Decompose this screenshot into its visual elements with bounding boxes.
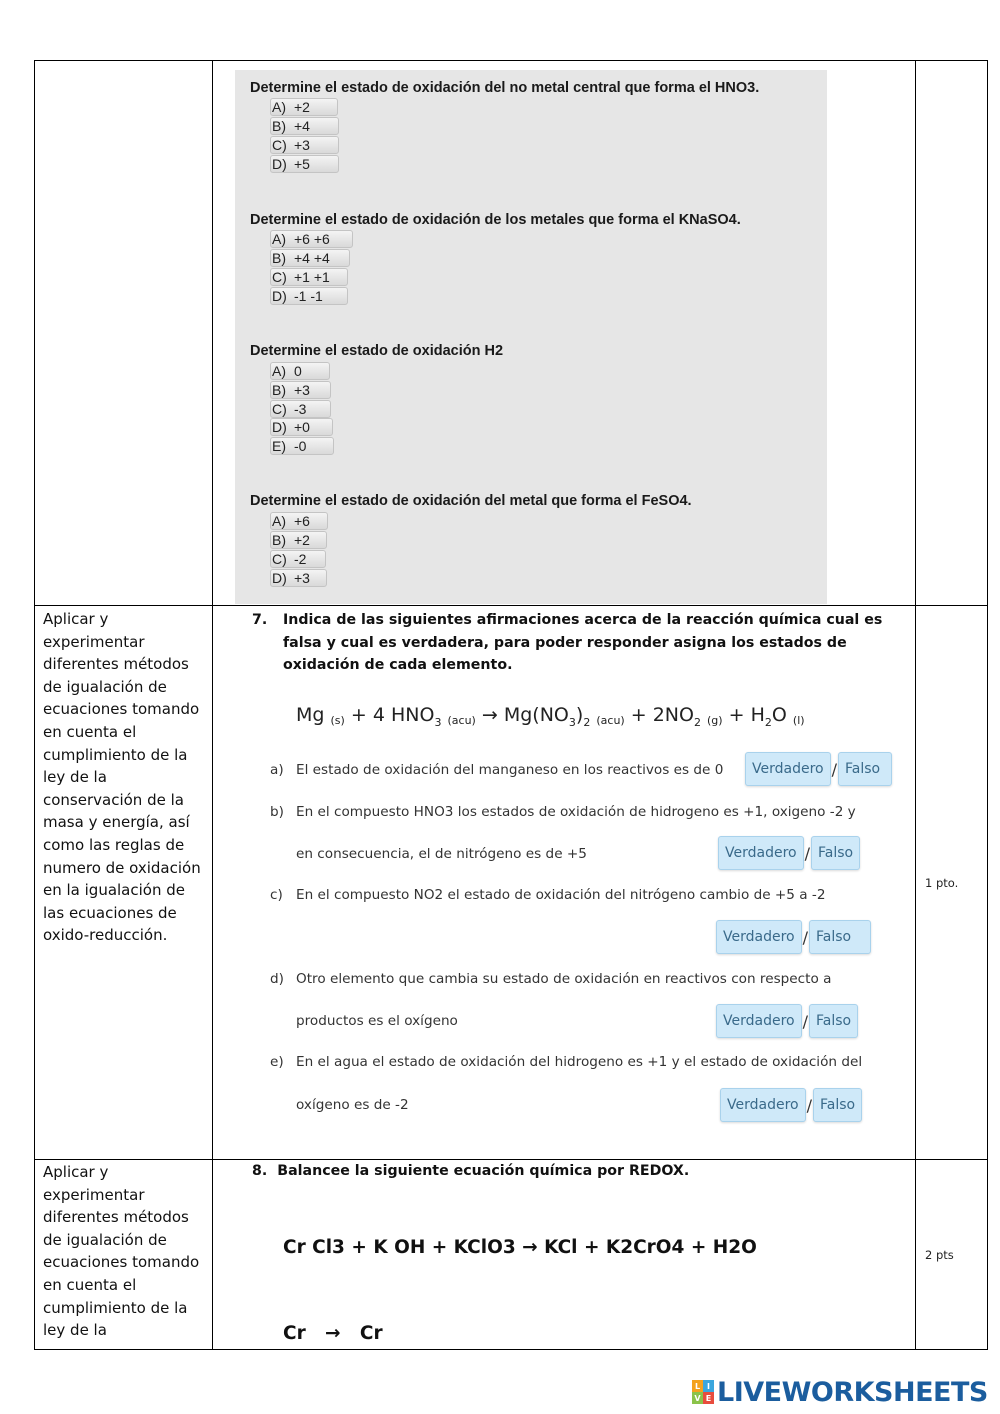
row2-objective-text: Aplicar y experimentar diferentes métodos de igualación de ecuaciones tomando en cuenta el cumplimiento de la ley de la conservación de la masa y energía, así como las reglas de numero de oxidación en la igualación de las ecuaciones de oxido-reducción. xyxy=(43,610,201,945)
mc-question-4-option-a[interactable]: A) +6 xyxy=(272,512,310,529)
statement-d-line2: productos es el oxígeno xyxy=(296,1013,458,1029)
mc-question-3-title: Determine el estado de oxidación H2 xyxy=(250,343,504,359)
mc-question-1-option-a[interactable]: A) +2 xyxy=(272,98,310,115)
mc-question-1-option-b[interactable]: B) +4 xyxy=(272,117,310,134)
mc-question-1-title: Determine el estado de oxidación del no metal central que forma el HNO3. xyxy=(250,80,760,96)
question-7-number: 7. xyxy=(252,612,268,628)
mc-question-2-title: Determine el estado de oxidación de los metales que forma el KNaSO4. xyxy=(250,212,741,228)
statement-c-choice: Verdadero / Falso xyxy=(716,920,871,954)
liveworksheets-mark-icon: L I V E xyxy=(692,1380,714,1404)
mc-question-2-option-a[interactable]: A) +6 +6 xyxy=(272,230,330,247)
question-8 xyxy=(252,1163,689,1179)
statement-b-line1: En el compuesto HNO3 los estados de oxidación de hidrogeno es +1, oxigeno -2 y xyxy=(296,804,856,820)
half-reaction-arrow-icon: → xyxy=(325,1323,341,1344)
question-7-equation: Mg (s) + 4 $HNO_3$ $(acu) \to Mg(NO_3)_2$ $(acu) + 2NO_2$ $(g) + H_2O$ (l) xyxy=(296,704,805,729)
row3-points: 2 pts xyxy=(925,1248,954,1262)
statement-a-choice: Verdadero / Falso xyxy=(745,752,892,786)
mc-question-3-option-d[interactable]: D) +0 xyxy=(272,418,310,435)
statement-c-true-button[interactable]: Verdadero xyxy=(716,920,802,954)
statement-d-true-button[interactable]: Verdadero xyxy=(716,1004,802,1038)
question-8-equation: Cr Cl3 + K OH + KClO3 → KCl + K2CrO4 + H2O xyxy=(283,1237,757,1258)
column-divider-2 xyxy=(915,60,916,1350)
statement-a-text: El estado de oxidación del manganeso en los reactivos es de 0 xyxy=(296,762,724,778)
statement-b-line2: en consecuencia, el de nitrógeno es de +5 xyxy=(296,846,587,862)
statement-d-line1: Otro elemento que cambia su estado de oxidación en reactivos con respecto a xyxy=(296,971,832,987)
table-left-border xyxy=(34,60,35,1350)
question-8-text: Balancee la siguiente ecuación química por REDOX. xyxy=(277,1163,690,1179)
table-top-border xyxy=(34,60,988,61)
statement-e-letter: e) xyxy=(270,1054,284,1070)
mc-question-4-option-c[interactable]: C) -2 xyxy=(272,550,306,567)
row2-points: 1 pto. xyxy=(925,876,959,890)
table-right-border xyxy=(987,60,988,1350)
statement-e-true-button[interactable]: Verdadero xyxy=(720,1088,806,1122)
mc-question-4-option-d[interactable]: D) +3 xyxy=(272,569,310,586)
mc-question-3-option-c[interactable]: C) -3 xyxy=(272,400,306,417)
liveworksheets-wordmark: LIVEWORKSHEETS xyxy=(717,1376,988,1408)
question-7-text: Indica de las siguientes afirmaciones acerca de la reacción química cual es falsa y cual es verdadera, para poder responder asigna los estados de oxidación de cada elemento. xyxy=(283,612,883,673)
mc-question-2-option-b[interactable]: B) +4 +4 xyxy=(272,249,330,266)
mc-question-3-option-a[interactable]: A) 0 xyxy=(272,362,302,379)
statement-d-choice: Verdadero / Falso xyxy=(716,1004,858,1038)
statement-e-line2: oxígeno es de -2 xyxy=(296,1097,409,1113)
row-divider-1 xyxy=(34,605,988,606)
statement-c-false-button[interactable]: Falso xyxy=(809,920,871,954)
row-divider-2 xyxy=(34,1159,988,1160)
mc-question-2-option-d[interactable]: D) -1 -1 xyxy=(272,287,323,304)
statement-c-letter: c) xyxy=(270,887,283,903)
liveworksheets-logo xyxy=(692,1376,988,1408)
question-8-number: 8. xyxy=(252,1163,268,1179)
statement-a-true-button[interactable]: Verdadero xyxy=(745,752,831,786)
statement-d-false-button[interactable]: Falso xyxy=(809,1004,858,1038)
statement-a-false-button[interactable]: Falso xyxy=(838,752,892,786)
question-7 xyxy=(252,609,912,677)
mc-question-3-option-e[interactable]: E) -0 xyxy=(272,437,306,454)
half-reaction: Cr → Cr xyxy=(283,1323,383,1344)
column-divider-1 xyxy=(212,60,213,1350)
statement-a-letter: a) xyxy=(270,762,284,778)
mc-question-2-option-c[interactable]: C) +1 +1 xyxy=(272,268,330,285)
statement-c-text: En el compuesto NO2 el estado de oxidación del nitrógeno cambio de +5 a -2 xyxy=(296,887,826,903)
statement-d-letter: d) xyxy=(270,971,284,987)
reaction-arrow-icon: → xyxy=(481,704,498,726)
mc-question-3-option-b[interactable]: B) +3 xyxy=(272,381,310,398)
mc-question-1-option-c[interactable]: C) +3 xyxy=(272,136,310,153)
statement-b-false-button[interactable]: Falso xyxy=(811,836,860,870)
statement-b-true-button[interactable]: Verdadero xyxy=(718,836,804,870)
statement-e-line1: En el agua el estado de oxidación del hidrogeno es +1 y el estado de oxidación del xyxy=(296,1054,863,1070)
mc-question-4-option-b[interactable]: B) +2 xyxy=(272,531,310,548)
mc-question-1-option-d[interactable]: D) +5 xyxy=(272,155,310,172)
table-bottom-border xyxy=(34,1349,988,1350)
statement-e-choice: Verdadero / Falso xyxy=(720,1088,862,1122)
statement-b-letter: b) xyxy=(270,804,284,820)
mc-question-4-title: Determine el estado de oxidación del metal que forma el FeSO4. xyxy=(250,493,692,509)
row3-objective-text: Aplicar y experimentar diferentes métodos de igualación de ecuaciones tomando en cuenta el cumplimiento de la ley de la xyxy=(43,1163,200,1340)
statement-e-false-button[interactable]: Falso xyxy=(813,1088,862,1122)
statement-b-choice: Verdadero / Falso xyxy=(718,836,860,870)
